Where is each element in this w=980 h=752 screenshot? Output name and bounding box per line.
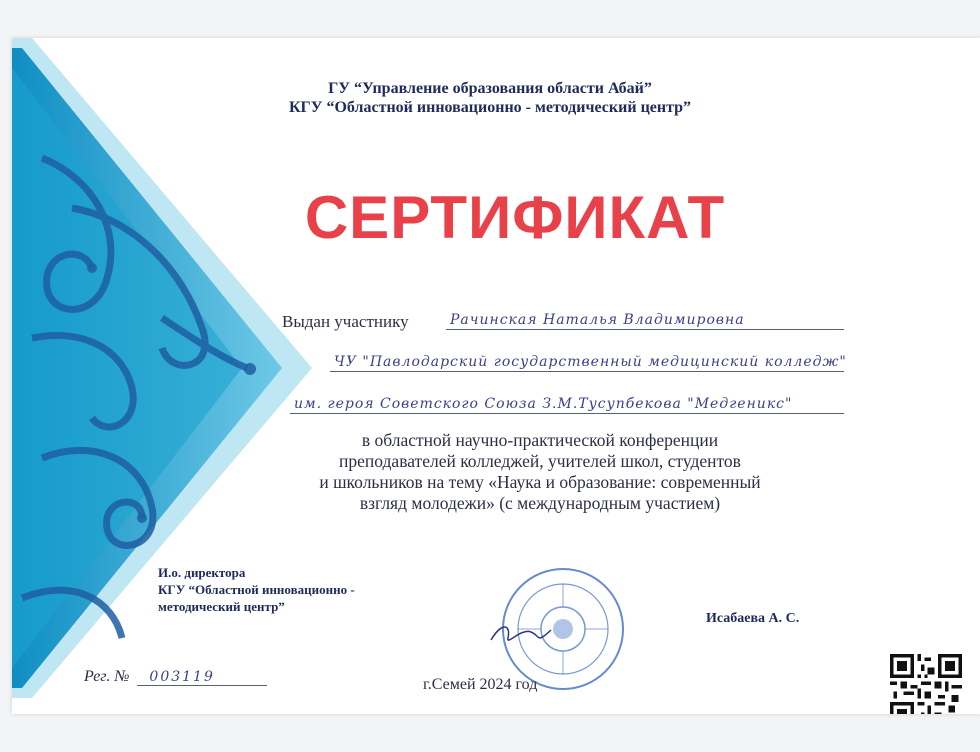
director-block <box>158 564 355 615</box>
registration-number: 003119 <box>137 669 267 686</box>
recipient-org-line-1: ЧУ "Павлодарский государственный медицинский колледж" <box>330 354 844 372</box>
description-line: взгляд молодежи» (с международным участием) <box>359 493 721 513</box>
director-org-line-2: методический центр” <box>158 599 285 614</box>
description-line: и школьников на тему «Наука и образование: современный <box>319 472 761 492</box>
conference-description <box>240 430 840 514</box>
description-line: в областной научно-практической конференции <box>361 430 719 450</box>
recipient-org-line-2: им. героя Советского Союза З.М.Тусупбекова "Медгеникс" <box>290 396 844 414</box>
issued-to-label: Выдан участнику <box>282 312 409 331</box>
registration-label: Рег. № <box>84 668 130 685</box>
header-line-2: КГУ “Областной инновационно - методический центр” <box>288 99 692 116</box>
description-line: преподавателей колледжей, учителей школ, студентов <box>339 451 741 471</box>
signer-name: Исабаева А. С. <box>706 611 800 626</box>
recipient-name: Рачинская Наталья Владимировна <box>446 312 844 330</box>
certificate-title: СЕРТИФИКАТ <box>304 184 726 251</box>
registration-block <box>84 668 267 686</box>
signature-mark <box>486 618 556 648</box>
qr-code[interactable] <box>890 654 962 714</box>
header-line-1: ГУ “Управление образования области Абай” <box>328 80 652 97</box>
director-title: И.о. директора <box>158 565 246 580</box>
city-year: г.Семей 2024 год <box>423 676 538 693</box>
director-org-line-1: КГУ “Областной инновационно - <box>158 582 355 597</box>
